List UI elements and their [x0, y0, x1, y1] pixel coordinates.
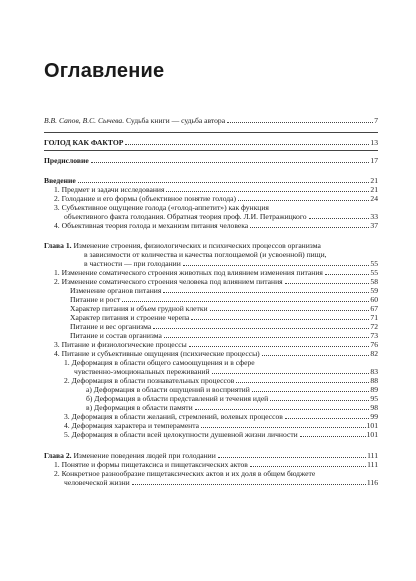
- dot-leader: [262, 355, 370, 356]
- toc-entry[interactable]: [54, 268, 378, 277]
- entry-page: 111: [367, 451, 378, 460]
- entry-page: 13: [370, 138, 378, 147]
- entry-page: 73: [370, 331, 378, 340]
- entry-page: 58: [370, 277, 378, 286]
- entry-page: 72: [370, 322, 378, 331]
- entry-text: 1. Предмет и задачи исследования: [54, 185, 165, 194]
- dot-leader: [183, 265, 370, 266]
- entry-text: Характер питания и объем грудной клетки: [70, 304, 208, 313]
- entry-page: 7: [374, 116, 378, 125]
- entry-page: 88: [370, 376, 378, 385]
- toc-entry[interactable]: [70, 304, 378, 313]
- toc-chapter-2[interactable]: [44, 451, 378, 460]
- chapter-title-continued: в зависимости от количества и качества поглощаемой (и усвоенной) пищи,: [84, 250, 327, 259]
- toc-preface[interactable]: [44, 156, 378, 165]
- toc-entry[interactable]: [54, 277, 378, 286]
- dot-leader: [238, 200, 369, 201]
- entry-text: 5. Деформация в области всей целокупности душевной жизни личности: [64, 430, 298, 439]
- dot-leader: [250, 466, 366, 467]
- entry-text: Питание и рост: [70, 295, 121, 304]
- dot-leader: [166, 191, 369, 192]
- entry-page: 21: [370, 185, 378, 194]
- entry-page: 82: [370, 349, 378, 358]
- dot-leader: [153, 328, 369, 329]
- divider-bottom: [44, 150, 378, 151]
- dot-leader: [91, 162, 370, 163]
- toc-entry[interactable]: [64, 358, 378, 376]
- dot-leader: [195, 409, 370, 410]
- entry-text: 1. Понятие и формы пищетаксиса и пищетаксических актов: [54, 460, 248, 469]
- toc-entry[interactable]: [86, 385, 378, 394]
- entry-text: в) Деформация в области памяти: [86, 403, 193, 412]
- dot-leader: [300, 436, 366, 437]
- dot-leader: [309, 218, 370, 219]
- entry-page: 101: [366, 430, 378, 439]
- entry-text: 1. Деформация в области общего самоощущения и в сфере: [64, 358, 255, 367]
- divider-top: [44, 132, 378, 133]
- entry-page: 71: [370, 313, 378, 322]
- entry-page: 24: [370, 194, 378, 203]
- dot-leader: [236, 382, 369, 383]
- entry-text: 2. Деформация в области познавательных процессов: [64, 376, 235, 385]
- entry-page: 101: [366, 421, 378, 430]
- entry-text-continued: чувственно-эмоциональных переживаний: [74, 367, 210, 376]
- toc-entry[interactable]: [54, 469, 378, 487]
- entry-authors: В.В. Сапов, В.С. Сычева.: [44, 116, 125, 125]
- dot-leader: [210, 310, 370, 311]
- entry-page: 55: [370, 259, 378, 268]
- toc-entry[interactable]: [70, 295, 378, 304]
- dot-leader: [285, 418, 370, 419]
- toc-entry[interactable]: [54, 349, 378, 358]
- chapter-label: Глава 2.: [44, 451, 72, 460]
- toc-chapter-1[interactable]: [44, 241, 378, 268]
- toc-entry[interactable]: [86, 394, 378, 403]
- entry-text: 2. Изменение соматического строения человека под влиянием питания: [54, 277, 283, 286]
- toc-entry[interactable]: [54, 221, 378, 230]
- page-title: Оглавление: [44, 60, 165, 82]
- toc-entry[interactable]: [70, 313, 378, 322]
- toc-entry[interactable]: [64, 421, 378, 430]
- chapter-title-continued: в частности — при голодании: [84, 259, 181, 268]
- part-heading-text: ГОЛОД КАК ФАКТОР: [44, 138, 124, 147]
- dot-leader: [201, 427, 366, 428]
- dot-leader: [164, 337, 370, 338]
- toc-entry[interactable]: [54, 340, 378, 349]
- dot-leader: [252, 391, 370, 392]
- dot-leader: [218, 457, 366, 458]
- chapter-title: Изменение поведения людей при голодании: [73, 451, 216, 460]
- entry-text: 2. Голодание и его формы (объективное понятие голода): [54, 194, 237, 203]
- dot-leader: [212, 373, 370, 374]
- dot-leader: [227, 122, 373, 123]
- entry-text: 3. Субъективное ощущение голода («голод-аппетит») как функция: [54, 203, 269, 212]
- dot-leader: [132, 484, 366, 485]
- toc-entry[interactable]: [64, 412, 378, 421]
- toc-entry[interactable]: [64, 430, 378, 439]
- entry-text: б) Деформация в области представлений и течения идей: [86, 394, 269, 403]
- entry-text: 3. Деформация в области желаний, стремлений, волевых процессов: [64, 412, 283, 421]
- dot-leader: [325, 274, 369, 275]
- chapter-label: Глава 1.: [44, 241, 72, 250]
- entry-page: 99: [370, 412, 378, 421]
- dot-leader: [250, 227, 369, 228]
- entry-text: Питание и состав организма: [70, 331, 162, 340]
- chapter-title: Изменение строения, физиологических и психических процессов организма: [73, 241, 321, 250]
- entry-text-continued: человеческой жизни: [64, 478, 130, 487]
- entry-page: 83: [370, 367, 378, 376]
- entry-text: Характер питания и строение черепа: [70, 313, 190, 322]
- entry-page: 37: [370, 221, 378, 230]
- entry-text: Питание и вес организма: [70, 322, 152, 331]
- toc-entry[interactable]: [54, 203, 378, 221]
- entry-text: 4. Деформация характера и темперамента: [64, 421, 200, 430]
- entry-text: 4. Питание и субъективные ощущения (психические процессы): [54, 349, 260, 358]
- dot-leader: [189, 346, 370, 347]
- toc-entry[interactable]: [64, 376, 378, 385]
- dot-leader: [122, 301, 369, 302]
- toc-entry[interactable]: [54, 185, 378, 194]
- entry-text: 2. Конкретное разнообразие пищетаксических актов и их доля в общем бюджете: [54, 469, 316, 478]
- toc-entry[interactable]: [70, 286, 378, 295]
- entry-title: Судьба книги — судьба автора: [126, 116, 226, 125]
- dot-leader: [285, 283, 370, 284]
- introduction-text: Введение: [44, 176, 76, 185]
- toc-entry[interactable]: [86, 403, 378, 412]
- toc-introduction-heading[interactable]: [44, 176, 378, 185]
- entry-page: 60: [370, 295, 378, 304]
- preface-text: Предисловие: [44, 156, 89, 165]
- entry-text: Изменение органов питания: [70, 286, 162, 295]
- entry-text: а) Деформация в области ощущений и восприятий: [86, 385, 250, 394]
- entry-page: 98: [370, 403, 378, 412]
- entry-page: 67: [370, 304, 378, 313]
- entry-page: 59: [370, 286, 378, 295]
- entry-page: 21: [370, 176, 378, 185]
- toc-entry[interactable]: [54, 460, 378, 469]
- entry-page: 33: [370, 212, 378, 221]
- entry-page: 17: [370, 156, 378, 165]
- entry-page: 95: [370, 394, 378, 403]
- dot-leader: [270, 400, 369, 401]
- toc-entry[interactable]: [54, 194, 378, 203]
- entry-page: 111: [367, 460, 378, 469]
- entry-page: 76: [370, 340, 378, 349]
- toc-entry-foreword-authors[interactable]: [44, 116, 378, 125]
- entry-page: 55: [370, 268, 378, 277]
- entry-text: 3. Питание и физиологические процессы: [54, 340, 187, 349]
- toc-entry[interactable]: [70, 322, 378, 331]
- entry-text-continued: объективного факта голодания. Обратная теория проф. Л.И. Петражицкого: [64, 212, 307, 221]
- dot-leader: [191, 319, 369, 320]
- entry-text: 4. Объективная теория голода и механизм питания человека: [54, 221, 249, 230]
- entry-page: 116: [366, 478, 378, 487]
- entry-page: 89: [370, 385, 378, 394]
- dot-leader: [125, 144, 369, 145]
- dot-leader: [78, 182, 370, 183]
- entry-text: 1. Изменение соматического строения животных под влиянием изменения питания: [54, 268, 323, 277]
- toc-part-heading[interactable]: [44, 138, 378, 147]
- toc-entry[interactable]: [70, 331, 378, 340]
- dot-leader: [163, 292, 369, 293]
